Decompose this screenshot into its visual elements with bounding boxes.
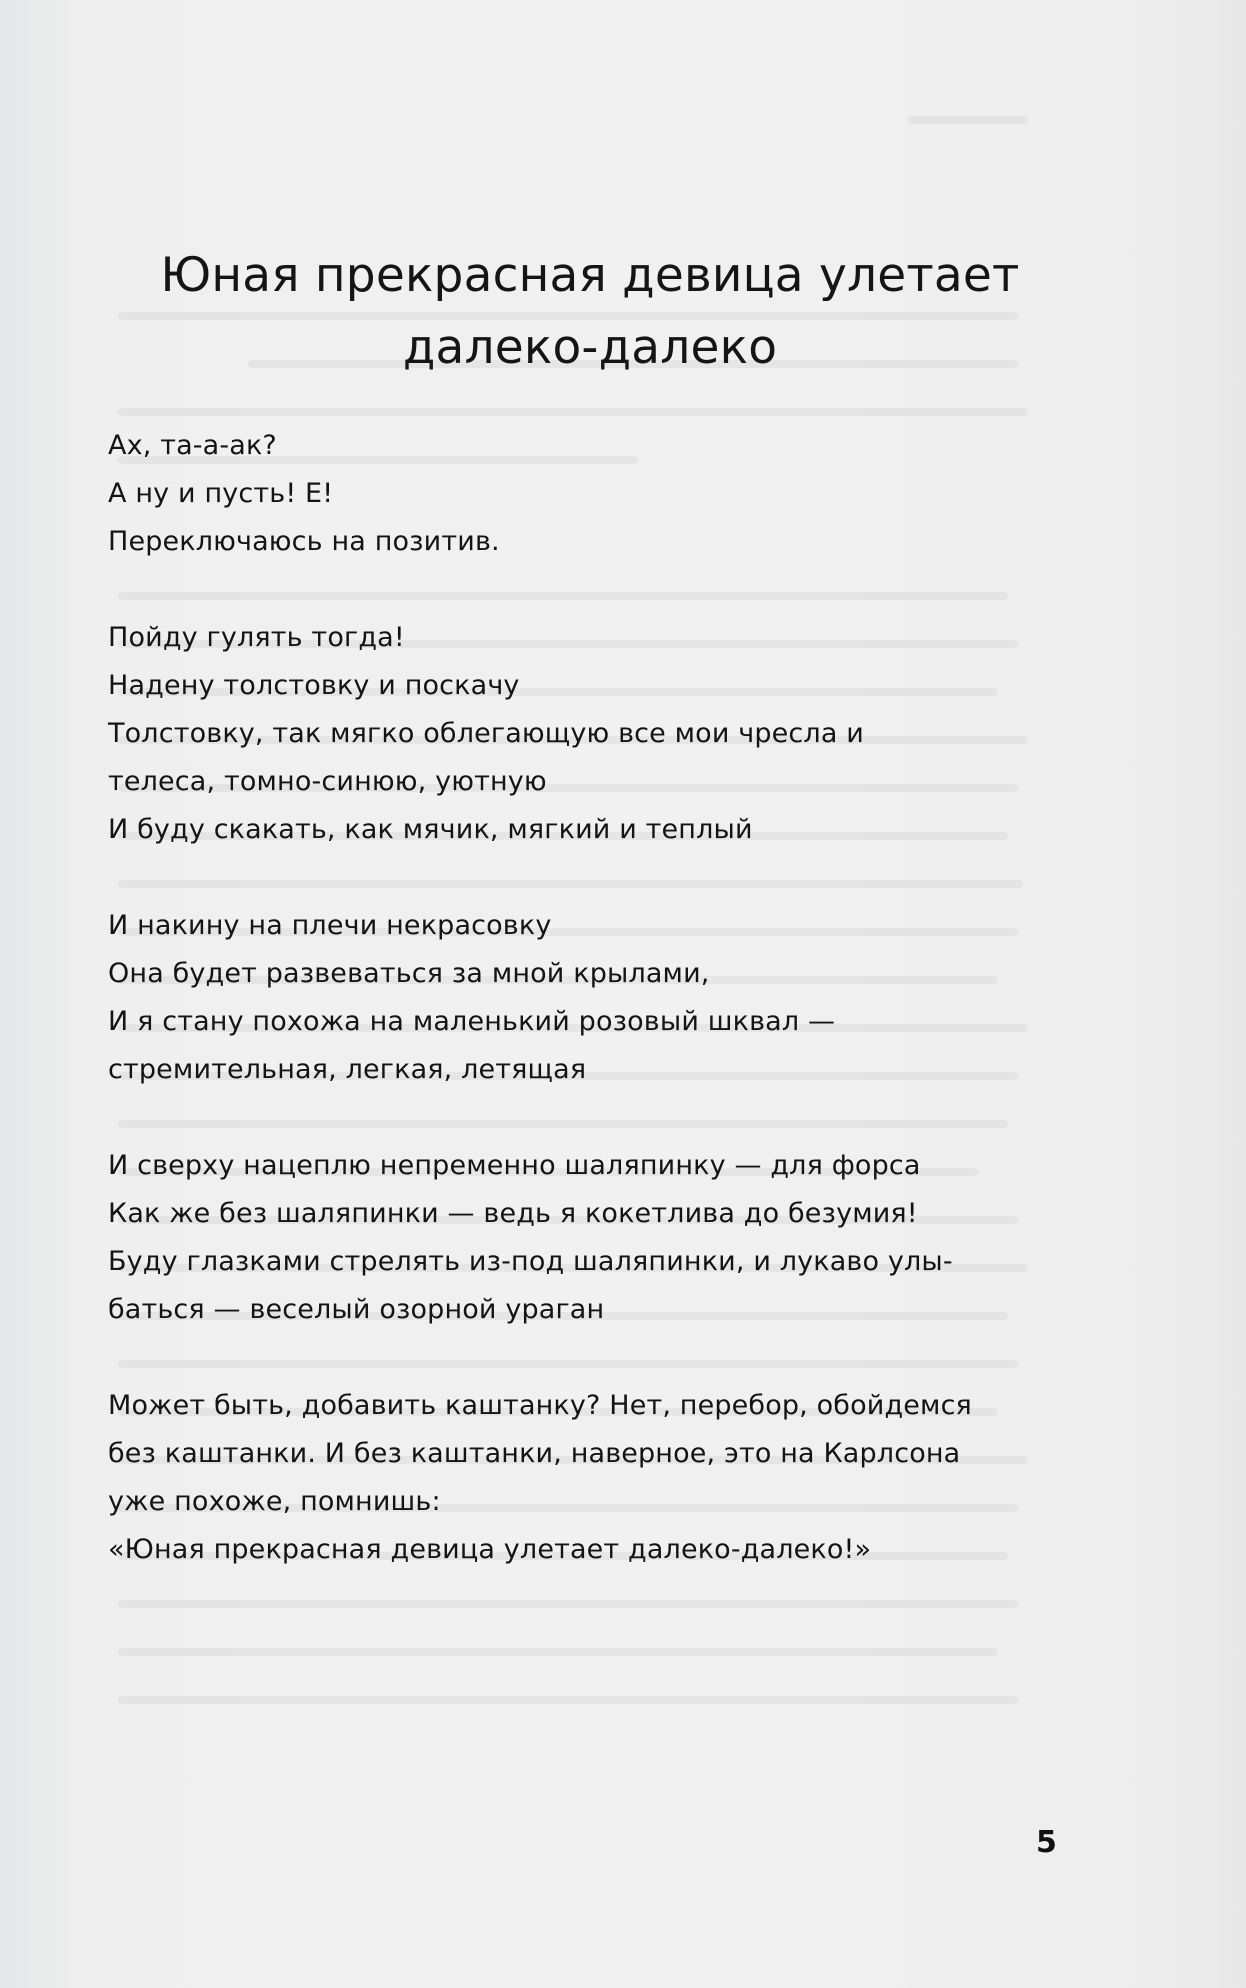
title-line: Юная прекрасная девица улетает bbox=[160, 248, 1020, 303]
poem-line: И накину на плечи некрасовку bbox=[108, 910, 552, 941]
poem-line: телеса, томно-синюю, уютную bbox=[108, 766, 547, 797]
poem-line: И буду скакать, как мячик, мягкий и теплый bbox=[108, 814, 753, 845]
poem-line: Пойду гулять тогда! bbox=[108, 622, 405, 653]
poem-line: Как же без шаляпинки — ведь я кокетлива до безумия! bbox=[108, 1198, 918, 1229]
poem-line: Переключаюсь на позитив. bbox=[108, 526, 500, 557]
poem-line: Буду глазками стрелять из-под шаляпинки, и лукаво улы- bbox=[108, 1246, 953, 1277]
poem-line: А ну и пусть! Е! bbox=[108, 478, 334, 509]
stanza-1 bbox=[108, 422, 1118, 566]
poem-line: без каштанки. И без каштанки, наверное, это на Карлсона bbox=[108, 1438, 961, 1469]
poem-line: баться — веселый озорной ураган bbox=[108, 1294, 605, 1325]
stanza-4 bbox=[108, 1142, 1118, 1334]
poem-line: «Юная прекрасная девица улетает далеко-далеко!» bbox=[108, 1534, 872, 1565]
poem-line: уже похоже, помнишь: bbox=[108, 1486, 441, 1517]
poem-line: Она будет развеваться за мной крылами, bbox=[108, 958, 710, 989]
poem-line: И сверху нацеплю непременно шаляпинку — для форса bbox=[108, 1150, 921, 1181]
poem-body bbox=[108, 422, 1118, 1574]
stanza-5 bbox=[108, 1382, 1118, 1574]
poem-line: И я стану похожа на маленький розовый шквал — bbox=[108, 1006, 836, 1037]
poem-line: Может быть, добавить каштанку? Нет, перебор, обойдемся bbox=[108, 1390, 972, 1421]
poem-line: Толстовку, так мягко облегающую все мои чресла и bbox=[108, 718, 864, 749]
poem-line: Ах, та-а-ак? bbox=[108, 430, 277, 461]
stanza-3 bbox=[108, 902, 1118, 1094]
title-line: далеко-далеко bbox=[402, 320, 778, 375]
poem-line: стремительная, легкая, летящая bbox=[108, 1054, 587, 1085]
poem-line: Надену толстовку и поскачу bbox=[108, 670, 520, 701]
stanza-2 bbox=[108, 614, 1118, 854]
page-title bbox=[90, 240, 1090, 384]
page-number: 5 bbox=[1036, 1825, 1057, 1860]
